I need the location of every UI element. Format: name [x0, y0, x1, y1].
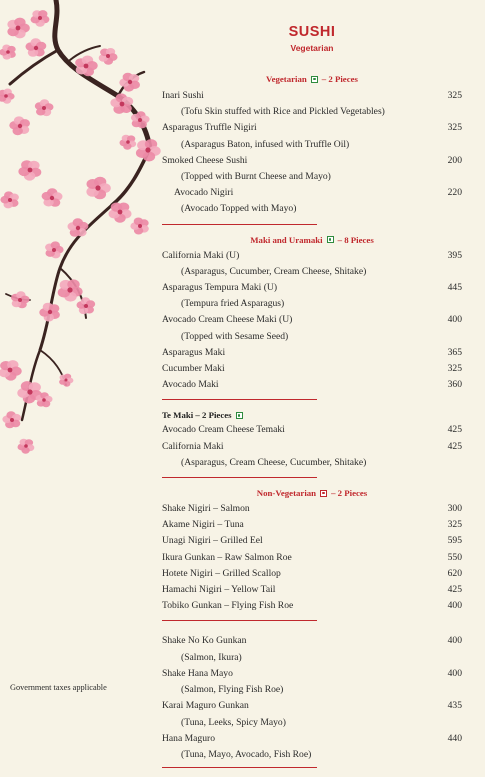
blossom-flower	[45, 241, 64, 258]
blossom-flower	[86, 177, 110, 200]
footer-note: Government taxes applicable	[10, 683, 107, 692]
veg-mark-icon	[311, 76, 318, 83]
menu-item: Shake No Ko Gunkan 400	[162, 635, 462, 647]
menu-item: Shake Hana Mayo 400	[162, 667, 462, 679]
menu-item: Avocado Maki 360	[162, 379, 462, 391]
veg-mark-icon	[236, 412, 243, 419]
menu-item-description: (Asparagus Baton, infused with Truffle Oil)	[181, 138, 350, 150]
section-heading-vegetarian: Vegetarian – 2 Pieces	[266, 74, 358, 84]
section-divider	[162, 620, 317, 621]
menu-item: Asparagus Truffle Nigiri 325	[162, 122, 462, 134]
menu-item-description: (Topped with Sesame Seed)	[181, 330, 289, 342]
menu-item: Karai Maguro Gunkan 435	[162, 700, 462, 712]
menu-item: Hotete Nigiri – Grilled Scallop 620	[162, 567, 462, 579]
menu-item: Akame Nigiri – Tuna 325	[162, 519, 462, 531]
blossom-flower	[7, 18, 29, 39]
blossom-flower	[109, 203, 132, 223]
blossom-flower	[77, 297, 96, 314]
menu-item: California Maki 425	[162, 440, 462, 452]
blossom-flower	[18, 439, 35, 454]
page-subtitle: Vegetarian	[290, 43, 334, 53]
menu-item: Cucumber Maki 325	[162, 363, 462, 375]
menu-item-description: (Asparagus, Cream Cheese, Cucumber, Shitake)	[181, 456, 367, 468]
blossom-flower	[99, 48, 118, 65]
menu-content	[162, 24, 462, 777]
menu-item-description: (Topped with Burnt Cheese and Mayo)	[181, 171, 331, 183]
section-divider	[162, 477, 317, 478]
blossom-flower	[9, 116, 30, 135]
blossom-flower	[0, 45, 16, 60]
menu-item: Asparagus Tempura Maki (U) 445	[162, 282, 462, 294]
menu-item-description: (Avocado Topped with Mayo)	[181, 203, 297, 215]
blossom-flower	[0, 89, 15, 104]
blossom-flower	[35, 99, 54, 116]
section-divider	[162, 767, 317, 768]
cherry-blossom-illustration	[0, 0, 165, 470]
blossom-flower	[130, 218, 148, 235]
menu-item: Ikura Gunkan – Raw Salmon Roe 550	[162, 551, 462, 563]
blossom-flower	[58, 279, 83, 301]
blossom-flower	[75, 56, 98, 77]
section-heading-temaki: Te Maki – 2 Pieces	[162, 409, 462, 421]
menu-item-description: (Salmon, Ikura)	[181, 651, 242, 663]
blossom-flower	[39, 303, 60, 322]
menu-item: Hana Maguro 440	[162, 732, 462, 744]
section-heading-maki: Maki and Uramaki – 8 Pieces	[250, 234, 374, 245]
blossom-flower	[136, 139, 161, 161]
section-divider	[162, 399, 317, 400]
nonveg-mark-icon	[320, 490, 327, 497]
menu-item-description: (Tofu Skin stuffed with Rice and Pickled Vegetables)	[181, 106, 385, 118]
menu-item: Avocado Nigiri 220	[174, 187, 462, 199]
blossom-flower	[26, 38, 47, 56]
blossom-flower	[0, 360, 22, 381]
section-divider	[162, 224, 317, 225]
blossom-flower	[42, 188, 63, 207]
blossom-flower	[2, 411, 21, 428]
veg-mark-icon	[327, 236, 334, 243]
menu-item: Tobiko Gunkan – Flying Fish Roe 400	[162, 600, 462, 612]
blossom-flower	[120, 135, 137, 150]
blossom-flower	[11, 291, 30, 308]
menu-item: Hamachi Nigiri – Yellow Tail 425	[162, 584, 462, 596]
blossom-flower	[31, 10, 50, 27]
menu-item: Unagi Nigiri – Grilled Eel 595	[162, 535, 462, 547]
page-title: SUSHI	[288, 24, 336, 40]
menu-item: California Maki (U) 395	[162, 249, 462, 261]
menu-item: Smoked Cheese Sushi 200	[162, 154, 462, 166]
menu-item-description: (Salmon, Flying Fish Roe)	[181, 684, 284, 696]
menu-item: Asparagus Maki 365	[162, 346, 462, 358]
blossom-flower	[68, 218, 89, 237]
menu-item-description: (Tuna, Leeks, Spicy Mayo)	[181, 716, 286, 728]
menu-item-description: (Tempura fried Asparagus)	[181, 298, 285, 310]
menu-item: Avocado Cream Cheese Temaki 425	[162, 424, 462, 436]
blossom-flower	[59, 374, 73, 387]
menu-item: Shake Nigiri – Salmon 300	[162, 503, 462, 515]
menu-item-description: (Asparagus, Cucumber, Cream Cheese, Shitake)	[181, 265, 367, 277]
section-heading-non-vegetarian: Non-Vegetarian – 2 Pieces	[256, 488, 368, 499]
blossom-flower	[0, 191, 19, 208]
menu-item: Avocado Cream Cheese Maki (U) 400	[162, 314, 462, 326]
blossom-flower	[18, 160, 41, 180]
menu-item: Inari Sushi 325	[162, 90, 462, 101]
blossom-flower	[110, 93, 133, 114]
menu-item-description: (Tuna, Mayo, Avocado, Fish Roe)	[181, 748, 312, 760]
